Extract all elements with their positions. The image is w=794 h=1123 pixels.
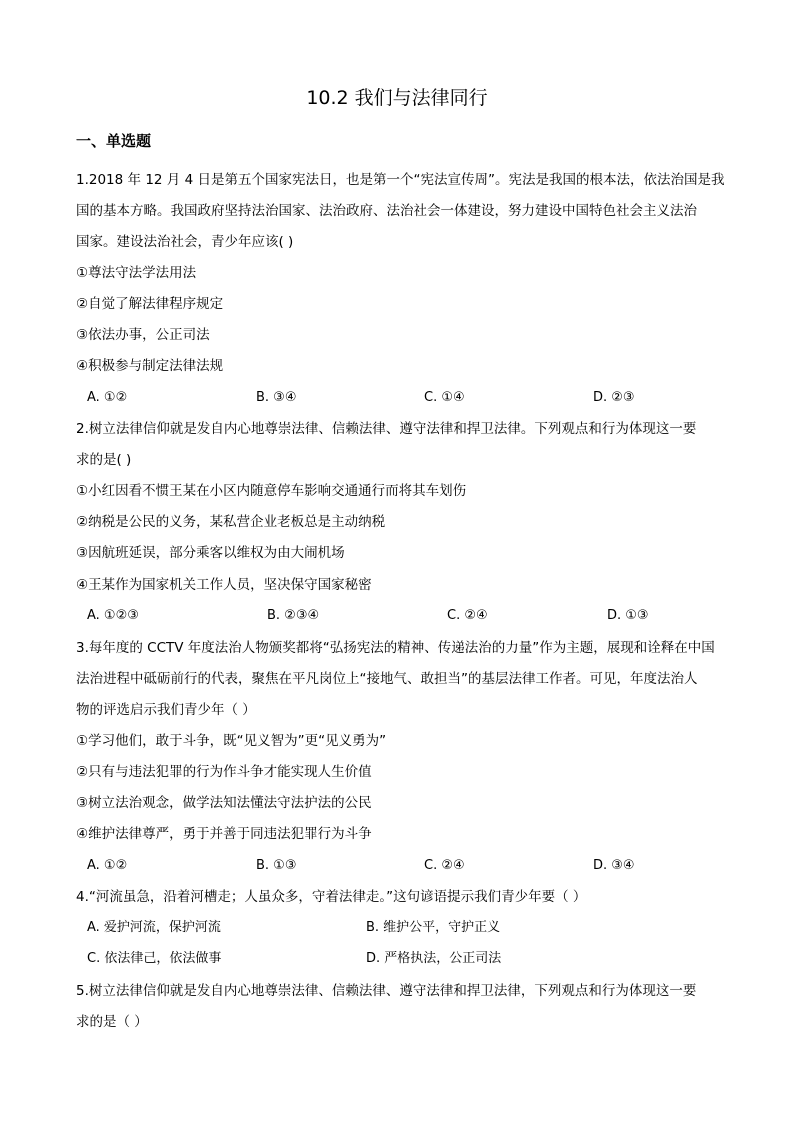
q1-stem-line: 国家。建设法治社会，青少年应该( )	[76, 234, 294, 250]
q5-stem-line: 5.树立法律信仰就是发自内心地尊崇法律、信赖法律、遵守法律和捍卫法律，下列观点和行为体现这一要	[76, 983, 697, 999]
q2-option-d: D. ①③	[607, 608, 649, 623]
page-title: 10.2 我们与法律同行	[306, 87, 488, 109]
q2-stem-line: 2.树立法律信仰就是发自内心地尊崇法律、信赖法律、遵守法律和捍卫法律。下列观点和行为体现这一要	[76, 421, 697, 437]
q2-item: ③因航班延误，部分乘客以维权为由大闹机场	[76, 545, 345, 561]
q1-item: ④积极参与制定法律法规	[76, 358, 224, 374]
q3-stem-line: 3.每年度的 CCTV 年度法治人物颁奖都将“弘扬宪法的精神、传递法治的力量”作为主题，展现和诠释在中国	[76, 640, 715, 656]
section-heading: 一、单选题	[76, 132, 152, 150]
q3-option-d: D. ③④	[593, 858, 635, 873]
q2-option-a: A. ①②③	[87, 608, 139, 623]
q5-stem-line: 求的是（ ）	[76, 1014, 148, 1030]
q1-option-d: D. ②③	[593, 390, 635, 405]
q1-item: ③依法办事，公正司法	[76, 327, 210, 343]
q4-option-a: A. 爱护河流，保护河流	[87, 920, 221, 935]
q1-item: ②自觉了解法律程序规定	[76, 296, 224, 312]
q1-stem-line: 1.2018 年 12 月 4 日是第五个国家宪法日，也是第一个“宪法宣传周”。宪法是我国的根本法，依法治国是我	[76, 172, 725, 188]
q3-item: ③树立法治观念，做学法知法懂法守法护法的公民	[76, 795, 372, 811]
q3-item: ①学习他们，敢于斗争，既“见义智为”更“见义勇为”	[76, 733, 387, 749]
q3-option-a: A. ①②	[87, 858, 128, 873]
q4-stem-line: 4.“河流虽急，沿着河槽走；人虽众多，守着法律走。”这句谚语提示我们青少年要（ ）	[76, 889, 587, 905]
q2-stem-line: 求的是( )	[76, 452, 132, 468]
q2-item: ②纳税是公民的义务，某私营企业老板总是主动纳税	[76, 514, 386, 530]
q3-item: ②只有与违法犯罪的行为作斗争才能实现人生价值	[76, 764, 372, 780]
q2-item: ④王某作为国家机关工作人员，坚决保守国家秘密	[76, 577, 372, 593]
q3-stem-line: 物的评选启示我们青少年（ ）	[76, 702, 256, 718]
q3-option-b: B. ①③	[256, 858, 297, 873]
q2-option-c: C. ②④	[447, 608, 488, 623]
q3-stem-line: 法治进程中砥砺前行的代表，聚焦在平凡岗位上“接地气、敢担当”的基层法律工作者。可见，年度法治人	[76, 671, 698, 687]
q3-option-c: C. ②④	[424, 858, 465, 873]
q3-item: ④维护法律尊严，勇于并善于同违法犯罪行为斗争	[76, 826, 372, 842]
q4-option-c: C. 依法律己，依法做事	[87, 951, 222, 966]
q4-option-d: D. 严格执法，公正司法	[366, 951, 502, 966]
q2-option-b: B. ②③④	[267, 608, 320, 623]
q1-option-a: A. ①②	[87, 390, 128, 405]
q1-option-b: B. ③④	[256, 390, 297, 405]
q1-option-c: C. ①④	[424, 390, 465, 405]
q1-stem-line: 国的基本方略。我国政府坚持法治国家、法治政府、法治社会一体建设，努力建设中国特色社会主义法治	[76, 203, 697, 219]
q2-item: ①小红因看不惯王某在小区内随意停车影响交通通行而将其车划伤	[76, 483, 467, 499]
q4-option-b: B. 维护公平，守护正义	[366, 920, 501, 935]
q1-item: ①尊法守法学法用法	[76, 265, 197, 281]
